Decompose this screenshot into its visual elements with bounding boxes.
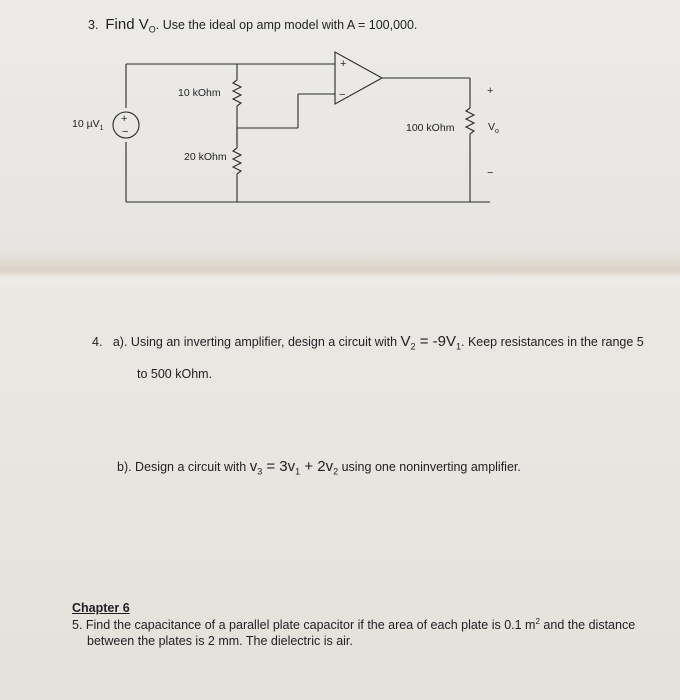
output-voltage-label xyxy=(488,121,499,135)
problem-4a-v1: V xyxy=(445,333,456,350)
output-minus-sign: − xyxy=(487,167,494,179)
resistor-20k xyxy=(233,148,241,174)
resistor-10k xyxy=(233,80,241,106)
problem-4b-eq2: + 2v xyxy=(300,458,334,475)
problem-4b-v2-sub: 2 xyxy=(333,466,339,477)
problem-5-line-2: between the plates is 2 mm. The dielectric is air. xyxy=(87,634,353,648)
source-label xyxy=(72,118,104,132)
problem-3-number: 3. xyxy=(88,18,99,32)
problem-4b-text-end: using one noninverting amplifier. xyxy=(338,460,521,474)
resistor-100k xyxy=(466,108,474,134)
problem-5-text-end: and the distance xyxy=(539,618,636,633)
chapter-6-heading: Chapter 6 xyxy=(72,601,130,615)
problem-5-superscript: 2 xyxy=(535,617,540,626)
problem-4a-v1-sub: 1 xyxy=(455,341,461,352)
problem-4a-line-2: to 500 kOhm. xyxy=(137,367,213,381)
problem-4b-v3-sub: 3 xyxy=(257,466,263,477)
resistor-100k-label: 100 kOhm xyxy=(406,122,455,134)
problem-4b-v1-sub: 1 xyxy=(295,466,301,477)
problem-4a-text-end: . Keep resistances in the range 5 xyxy=(461,335,644,349)
resistor-20k-label: 20 kOhm xyxy=(184,151,227,163)
problem-3-subscript: O xyxy=(148,24,156,35)
problem-4a-v2: V xyxy=(400,333,411,350)
source-label-sub: 1 xyxy=(99,125,104,133)
problem-3-text-start: Find V xyxy=(105,16,149,33)
op-amp-plus-sign: + xyxy=(340,58,347,70)
problem-5-line-1 xyxy=(72,613,635,634)
problem-5-text-start: 5. Find the capacitance of a parallel plate capacitor if the area of each plate is 0.1 m xyxy=(72,618,536,633)
problem-4a-v2-sub: 2 xyxy=(410,341,416,352)
problem-4b-v3: v xyxy=(249,458,258,475)
problem-4a-eq: = -9 xyxy=(415,333,446,350)
problem-4-number: 4. xyxy=(92,335,103,349)
output-plus-sign: + xyxy=(487,85,494,97)
output-voltage-sub: o xyxy=(495,128,499,136)
resistor-10k-label: 10 kOhm xyxy=(178,87,221,99)
problem-4b-line xyxy=(117,458,521,481)
source-plus-sign: + xyxy=(121,113,128,125)
problem-4a-text-start: a). Using an inverting amplifier, design a circuit with xyxy=(112,335,401,349)
op-amp-minus-sign: − xyxy=(339,89,346,101)
problem-4b-eq1: = 3v xyxy=(262,458,296,475)
source-minus-sign: − xyxy=(122,126,129,138)
source-label-text: 10 µV xyxy=(72,118,100,130)
problem-3-text-end: . Use the ideal op amp model with A = 100,000. xyxy=(155,18,418,32)
output-voltage-text: V xyxy=(488,121,496,133)
problem-4b-text-start: b). Design a circuit with xyxy=(117,460,250,474)
problem-4a-line-1 xyxy=(92,333,644,356)
